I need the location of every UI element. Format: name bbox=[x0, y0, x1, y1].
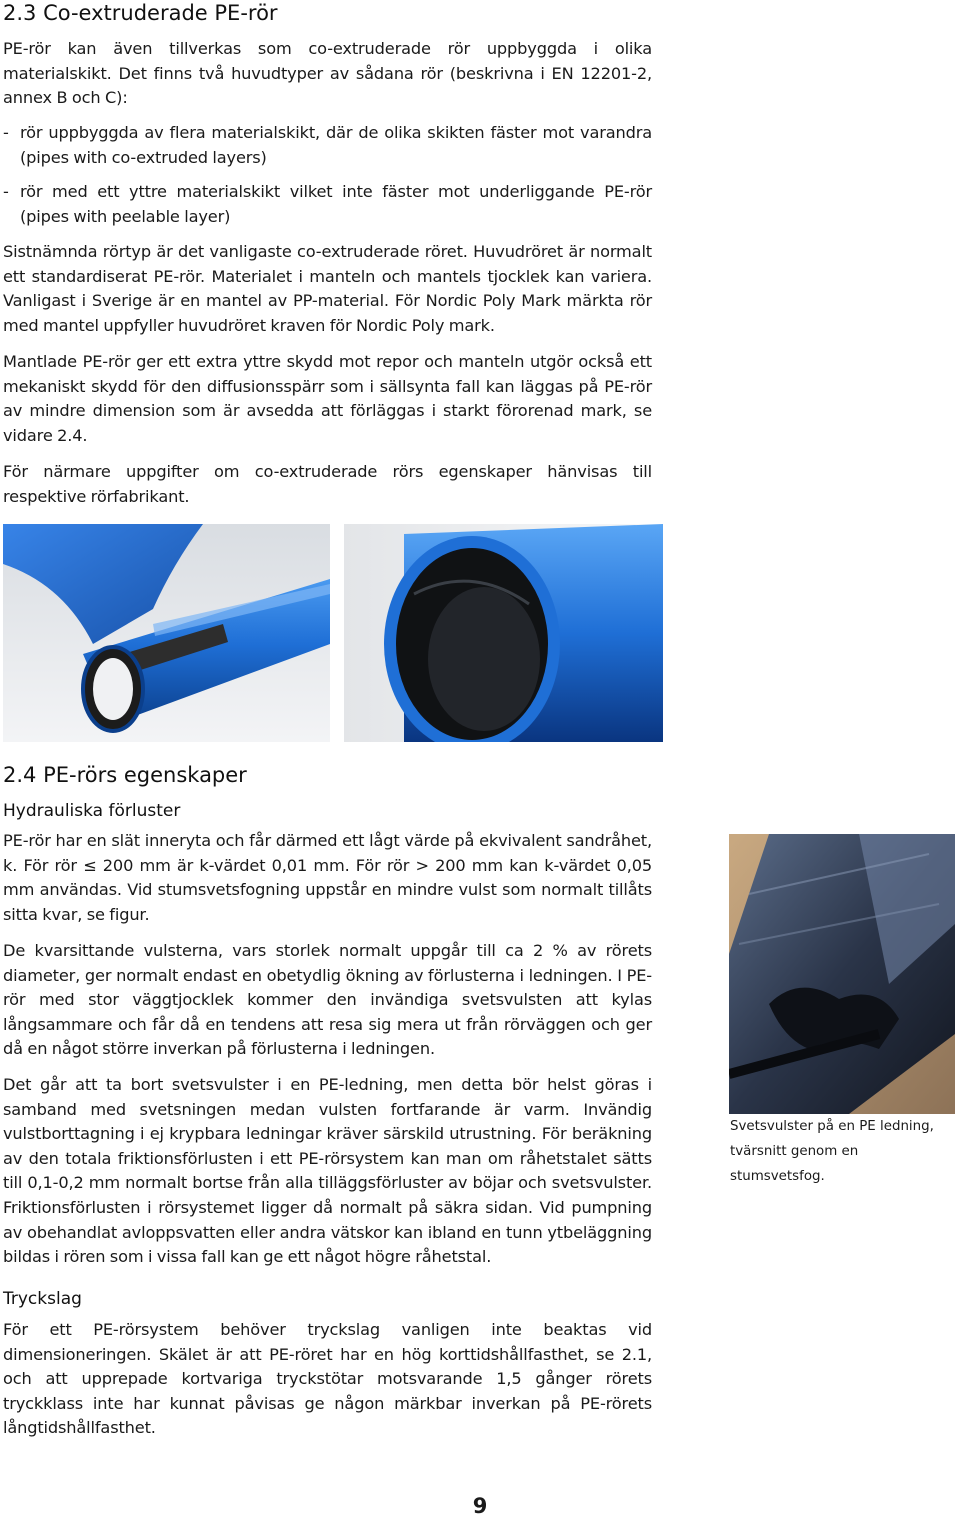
list-item: - rör med ett yttre materialskikt vilket inte fäster mot underliggande PE-rör (pipes with peelable layer) bbox=[3, 182, 652, 226]
weld-bead-photo bbox=[729, 834, 955, 1114]
section-heading: 2.4 PE-rörs egenskaper bbox=[3, 763, 247, 787]
page-number: 9 bbox=[472, 1494, 488, 1518]
paragraph: Det går att ta bort svetsvulster i en PE-ledning, men detta bör helst göras i samband med svetsningen medan vulsten fortfarande är varm. Invändig vulstborttagning i ej krypbara ledningar kräver särskild utrustning. För beräkning av den totala friktionsförlusten i ett PE-rörsystem kan man om råhetstalet sätts till 0,1-0,2 mm normalt bortse från alla tilläggsförluster av böjar och svetsvulster. Friktionsförlusten i rörsystemet ligger då normalt på säkra sidan. Vid pumpning av obehandlat avloppsvatten eller andra vätskor kan ibland en tunn ytbeläggning bildas i rören som i vissa fall kan ge ett något högre råhetstal. bbox=[3, 1075, 652, 1267]
list-item: - rör uppbyggda av flera materialskikt, där de olika skikten fäster mot varandra (pipes with co-extruded layers) bbox=[3, 123, 652, 167]
intro-paragraph: PE-rör kan även tillverkas som co-extruderade rör uppbyggda i olika materialskikt. Det finns två huvudtyper av sådana rör (beskrivna i EN 12201-2, annex B och C): bbox=[3, 39, 652, 108]
bullet-list bbox=[3, 121, 652, 170]
section-heading: 2.3 Co-extruderade PE-rör bbox=[3, 1, 278, 25]
weld-bead-illustration bbox=[729, 834, 955, 1114]
subheading-hydraulic-losses: Hydrauliska förluster bbox=[3, 801, 181, 821]
subheading-pressure-surge: Tryckslag bbox=[3, 1289, 82, 1309]
section-2-3 bbox=[3, 0, 652, 26]
paragraph: För närmare uppgifter om co-extruderade rörs egenskaper hänvisas till respektive rörfabrikant. bbox=[3, 462, 652, 506]
paragraph: Sistnämnda rörtyp är det vanligaste co-extruderade röret. Huvudröret är normalt ett standardiserat PE-rör. Materialet i manteln och mantels tjocklek kan variera. Vanligast i Sverige är en mantel av PP-material. För Nordic Poly Mark märkta rör med mantel uppfyller huvudröret kraven för Nordic Poly mark. bbox=[3, 242, 652, 335]
caption-line: Svetsvulster på en PE ledning, bbox=[730, 1119, 934, 1134]
paragraph: För ett PE-rörsystem behöver tryckslag vanligen inte beaktas vid dimensioneringen. Skälet är att PE-röret har en hög korttidshållfasthet, se 2.1, och att upprepade kortvariga tryckstötar motsvarande 1,5 gånger rörets tryckklass inte har kunnat påvisas ge någon märkbar inverkan på PE-rörets långtidshållfasthet. bbox=[3, 1320, 652, 1438]
paragraph: Mantlade PE-rör ger ett extra yttre skydd mot repor och manteln utgör också ett mekaniskt skydd för den diffusionsspärr som i sällsynta fall kan läggas på PE-rör av mindre dimension som är avsedda att förläggas i starkt förorenad mark, se vidare 2.4. bbox=[3, 352, 652, 445]
coextruded-pipe-photo bbox=[344, 524, 663, 742]
figure-caption bbox=[730, 1114, 956, 1189]
paragraph: PE-rör har en slät inneryta och får därmed ett lågt värde på ekvivalent sandråhet, k. För rör ≤ 200 mm är k-värdet 0,01 mm. För rör > 200 mm kan k-värdet 0,05 mm användas. Vid stumsvetsfogning uppstår en mindre vulst som normalt tillåts sitta kvar, se figur. bbox=[3, 831, 652, 924]
bullet-list-2 bbox=[3, 180, 652, 229]
peelable-pipe-illustration bbox=[3, 524, 330, 742]
section-2-3-body bbox=[3, 37, 652, 111]
coextruded-pipe-illustration bbox=[344, 524, 663, 742]
peelable-pipe-photo bbox=[3, 524, 330, 742]
caption-line: tvärsnitt genom en stumsvetsfog. bbox=[730, 1144, 859, 1184]
paragraph: De kvarsittande vulsterna, vars storlek normalt uppgår till ca 2 % av rörets diameter, ger normalt endast en obetydlig ökning av förlusterna i ledningen. I PE-rör med stor väggtjocklek kommer den invändiga svetsvulsten att kylas långsammare och får då en tendens att resa sig mera ut från rörväggen och ger då en något större inverkan på förlusterna i ledningen. bbox=[3, 941, 652, 1059]
